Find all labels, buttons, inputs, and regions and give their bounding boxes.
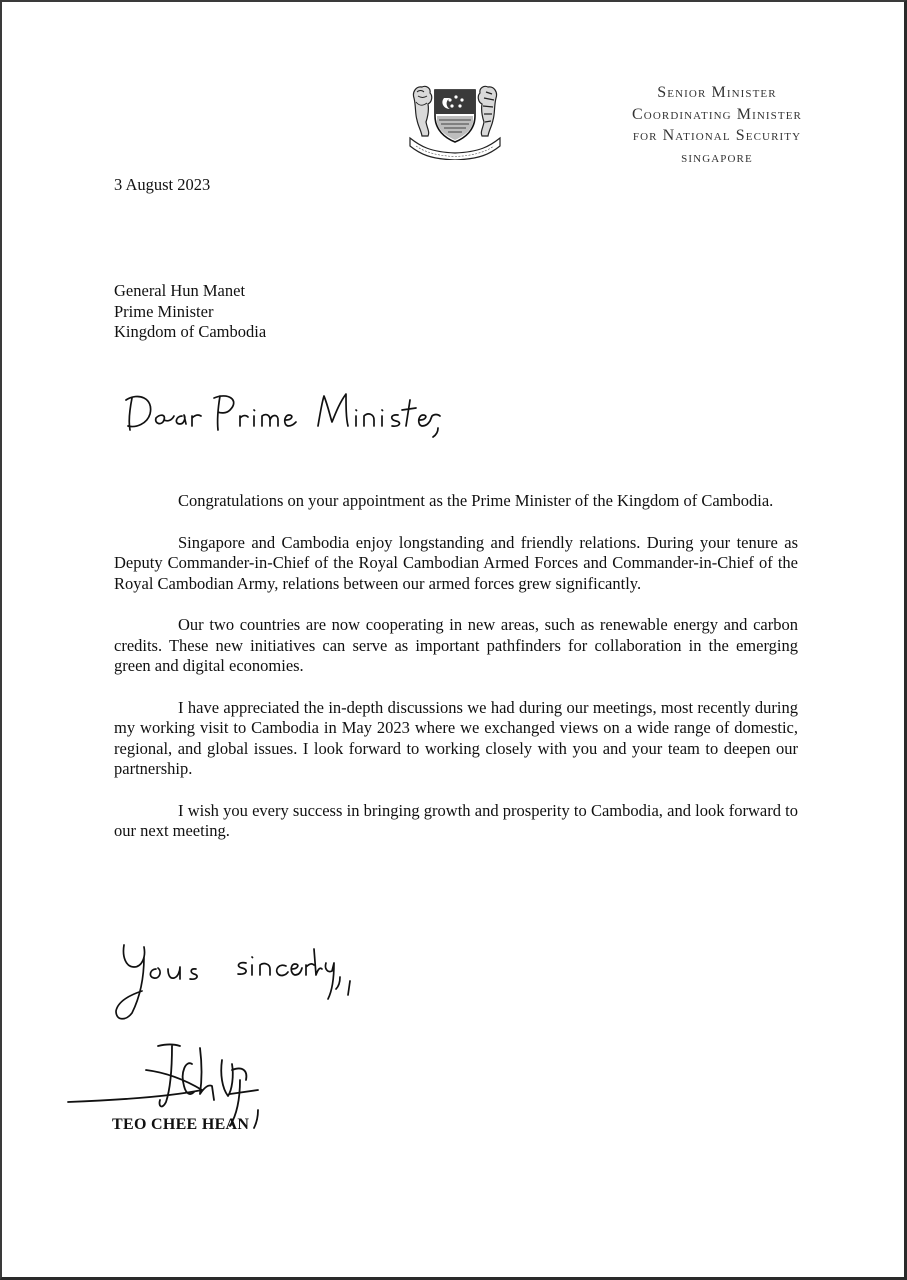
body-paragraph-cooperation: Our two countries are now cooperating in new areas, such as renewable energy and carbon credits. These new initiatives can serve as important pathfinders for collaboration in the emerging green and digital economies. <box>114 615 798 675</box>
signer-name: TEO CHEE HEAN <box>112 1116 250 1133</box>
handwritten-closing <box>102 937 382 1027</box>
body-paragraph-wishes: I wish you every success in bringing growth and prosperity to Cambodia, and look forward to our next meeting. <box>114 800 798 840</box>
addressee-country: Kingdom of Cambodia <box>114 322 267 341</box>
addressee-block <box>114 281 266 343</box>
letter-date: 3 August 2023 <box>114 175 211 194</box>
body-paragraph-relations: Singapore and Cambodia enjoy longstanding and friendly relations. During your tenure as Deputy Commander-in-Chief of the Royal Cambodian Armed Forces and Commander-in-Chief of the Royal Cambodian Army, relations between our armed forces grew significantly. <box>114 532 798 593</box>
addressee-name: General Hun Manet <box>114 281 246 300</box>
office-line-senior-minister: Senior Minister <box>657 84 777 101</box>
body-paragraph-congratulations: Congratulations on your appointment as the Prime Minister of the Kingdom of Cambodia. <box>178 491 774 510</box>
office-title-block <box>592 82 842 168</box>
singapore-coat-of-arms-icon <box>406 76 504 160</box>
body-paragraph-discussions: I have appreciated the in-depth discussions we had during our meetings, most recently during my working visit to Cambodia in May 2023 where we exchanged views on a wide range of domestic, regional, and global issues. I look forward to working closely with you and your team to deepen our partnership. <box>114 697 798 778</box>
office-line-coordinating-minister: Coordinating Minister <box>632 105 802 123</box>
office-line-country: singapore <box>681 148 753 166</box>
addressee-title: Prime Minister <box>114 301 214 321</box>
letter-body <box>114 491 798 863</box>
handwritten-salutation <box>120 380 450 440</box>
office-line-national-security: for National Security <box>632 127 802 144</box>
